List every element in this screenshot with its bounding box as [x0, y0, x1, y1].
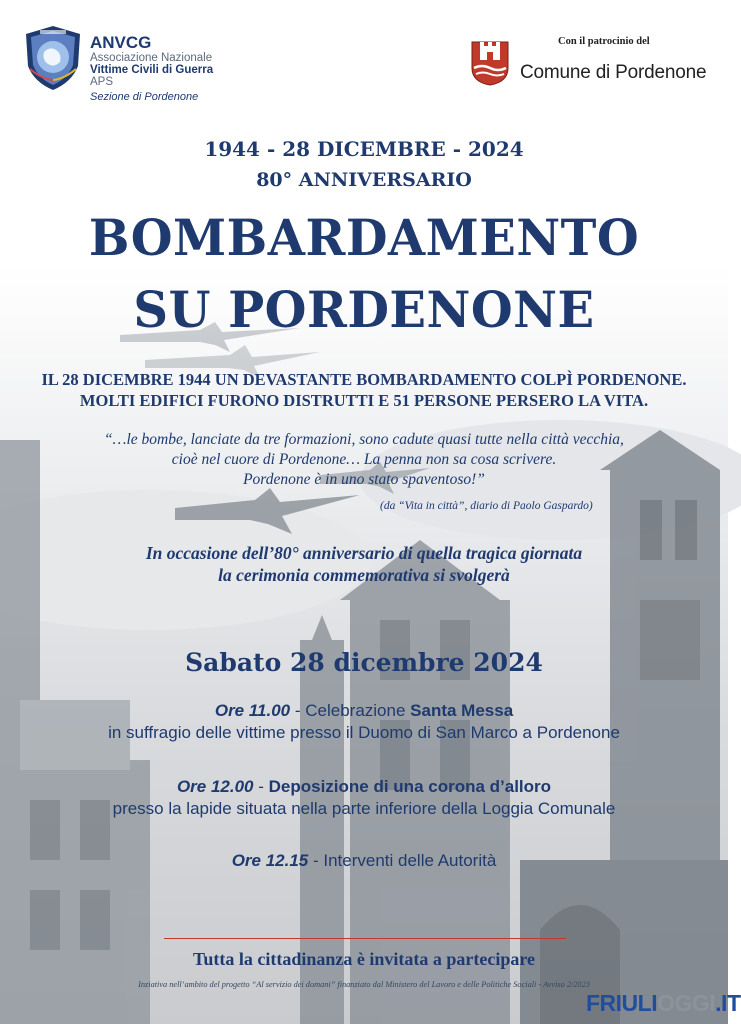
watermark-part-2: OGGI [657, 990, 716, 1016]
event-separator: - [253, 777, 269, 796]
anvcg-section: Sezione di Pordenone [90, 91, 199, 103]
event-highlight: Santa Messa [410, 701, 514, 720]
intro-line-2: MOLTI EDIFICI FURONO DISTRUTTI E 51 PERSONE PERSERO LA VITA. [79, 391, 649, 410]
poster-title-line-2: SU PORDENONE [133, 280, 595, 339]
watermark-part-1: FRIULI [586, 990, 658, 1016]
footer-divider [164, 938, 566, 939]
sponsor-name: Comune di Pordenone [520, 62, 707, 83]
event-time: Ore 11.00 [214, 701, 291, 720]
invitation-text: Tutta la cittadinanza è invitata a partecipare [193, 949, 535, 969]
event-separator: - Celebrazione [290, 701, 411, 720]
anniversary-label: 80° ANNIVERSARIO [256, 169, 472, 191]
event-item [0, 700, 728, 744]
anvcg-organization-block [90, 34, 213, 103]
event-detail: in suffragio delle vittime presso il Duomo di San Marco a Pordenone [108, 723, 620, 742]
event-separator: - Interventi delle Autorità [308, 851, 497, 870]
intro-line-1: IL 28 DICEMBRE 1944 UN DEVASTANTE BOMBARDAMENTO COLPÌ PORDENONE. [41, 370, 687, 389]
event-item [0, 850, 728, 872]
anvcg-line-3: APS [90, 76, 114, 88]
quote-line-3: Pordenone è in uno stato spaventoso!” [243, 471, 485, 488]
occasion-line-2: la cerimonia commemorativa si svolgerà [218, 565, 510, 585]
anvcg-line-1: Associazione Nazionale [90, 52, 213, 64]
watermark-part-3: .IT [715, 990, 741, 1016]
poster-title-line-1: BOMBARDAMENTO [88, 208, 640, 267]
anvcg-line-2: Vittime Civili di Guerra [90, 64, 214, 76]
comune-crest-icon [470, 36, 510, 86]
site-watermark [586, 990, 741, 1017]
anvcg-logo-icon [22, 24, 84, 92]
sponsor-label: Con il patrocinio del [558, 36, 650, 47]
quote-source: (da “Vita in città”, diario di Paolo Gaspardo) [380, 500, 593, 512]
anvcg-acronym: ANVCG [90, 33, 152, 52]
diary-quote [0, 430, 728, 490]
occasion-text [0, 542, 728, 586]
event-time: Ore 12.00 [176, 777, 254, 796]
quote-line-2: cioè nel cuore di Pordenone… La penna non sa cosa scrivere. [171, 451, 557, 468]
event-item [0, 776, 728, 820]
event-highlight: Deposizione di una corona d’alloro [268, 777, 552, 796]
ceremony-date: Sabato 28 dicembre 2024 [185, 648, 543, 677]
event-dates: 1944 - 28 DICEMBRE - 2024 [204, 137, 524, 161]
intro-paragraph [0, 369, 728, 411]
event-time: Ore 12.15 [231, 851, 309, 870]
occasion-line-1: In occasione dell’80° anniversario di quella tragica giornata [145, 543, 583, 563]
event-detail: presso la lapide situata nella parte inferiore della Loggia Comunale [112, 799, 616, 818]
quote-line-1: “…le bombe, lanciate da tre formazioni, sono cadute quasi tutte nella città vecchia, [104, 431, 624, 448]
funding-note: Inziativa nell’ambito del progetto “Al servizio dei domani” finanziato dal Ministero del Lavoro e delle Politiche Sociali - Avviso 2/2023 [138, 980, 590, 989]
